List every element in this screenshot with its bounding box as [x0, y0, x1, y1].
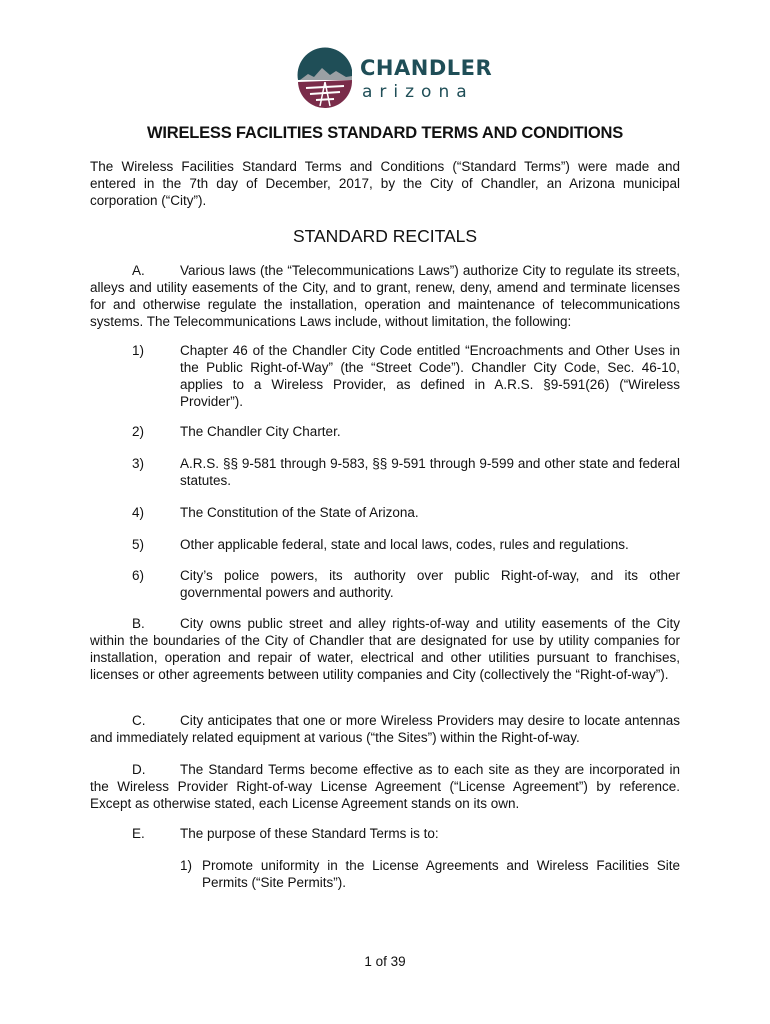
recital-b-label: B.: [132, 616, 145, 631]
law-item-text: Other applicable federal, state and local laws, codes, rules and regulations.: [180, 537, 629, 552]
purpose-item-text: Promote uniformity in the License Agreements and Wireless Facilities Site Permits (“Site Permits”).: [202, 858, 680, 890]
recital-c-label: C.: [132, 713, 146, 728]
law-item-number: 5): [132, 537, 145, 552]
law-item-number: 2): [132, 424, 145, 439]
law-item-text: A.R.S. §§ 9-581 through 9-583, §§ 9-591 through 9-599 and other state and federal statutes.: [180, 456, 680, 488]
logo-subtitle: arizona: [362, 82, 474, 102]
document-title: WIRELESS FACILITIES STANDARD TERMS AND CONDITIONS: [146, 124, 624, 142]
recital-a-text: Various laws (the “Telecommunications Laws”) authorize City to regulate its streets, alleys and utility easements of the City, and to grant, renew, deny, amend and terminate licenses for and otherwise regulate the installation, operation and maintenance of telecommunications systems. The Telecommunications Laws include, without limitation, the following:: [90, 263, 680, 329]
law-item-number: 1): [132, 343, 145, 358]
recital-e-text: The purpose of these Standard Terms is to:: [180, 826, 439, 841]
law-item-number: 3): [132, 456, 145, 471]
recital-c: [90, 712, 680, 746]
recital-e: [90, 825, 680, 842]
chandler-emblem-icon: [292, 44, 358, 110]
recital-d: [90, 761, 680, 812]
recitals-heading: STANDARD RECITALS: [292, 226, 478, 246]
recital-b: [90, 615, 680, 683]
recital-a: [90, 262, 680, 330]
page-number: 1 of 39: [364, 954, 406, 969]
law-item-number: 6): [132, 568, 145, 583]
recital-d-label: D.: [132, 762, 146, 777]
law-item-text: The Constitution of the State of Arizona.: [180, 505, 419, 520]
recital-b-text: City owns public street and alley rights-of-way and utility easements of the City within the boundaries of the City of Chandler that are designated for use by utility companies for installation, operation and repair of water, electrical and other utilities pursuant to franchises, licenses or other agreements between utility companies and City (collectively the “Right-of-way”).: [90, 616, 680, 682]
law-item-number: 4): [132, 505, 145, 520]
law-item-text: Chapter 46 of the Chandler City Code entitled “Encroachments and Other Uses in the Public Right-of-Way” (the “Street Code”). Chandler City Code, Sec. 46-10, applies to a Wireless Provider, as defined in A.R.S. §9-591(26) (“Wireless Provider”).: [180, 343, 680, 409]
purpose-item-number: 1): [180, 858, 193, 873]
law-item-text: The Chandler City Charter.: [180, 424, 341, 439]
recital-a-label: A.: [132, 263, 145, 278]
chandler-logo: [292, 44, 493, 110]
intro-paragraph: The Wireless Facilities Standard Terms and Conditions (“Standard Terms”) were made and entered in the 7th day of December, 2017, by the City of Chandler, an Arizona municipal corporation (“City”).: [90, 159, 680, 208]
law-item-text: City’s police powers, its authority over public Right-of-way, and its other governmental powers and authority.: [180, 568, 680, 600]
logo-wordmark: CHANDLER: [360, 56, 493, 80]
recital-e-label: E.: [132, 826, 145, 841]
recital-d-text: The Standard Terms become effective as to each site as they are incorporated in the Wireless Provider Right-of-way License Agreement (“License Agreement”) by reference. Except as otherwise stated, each License Agreement stands on its own.: [90, 762, 680, 811]
recital-c-text: City anticipates that one or more Wireless Providers may desire to locate antennas and immediately related equipment at various (“the Sites”) within the Right-of-way.: [90, 713, 680, 745]
